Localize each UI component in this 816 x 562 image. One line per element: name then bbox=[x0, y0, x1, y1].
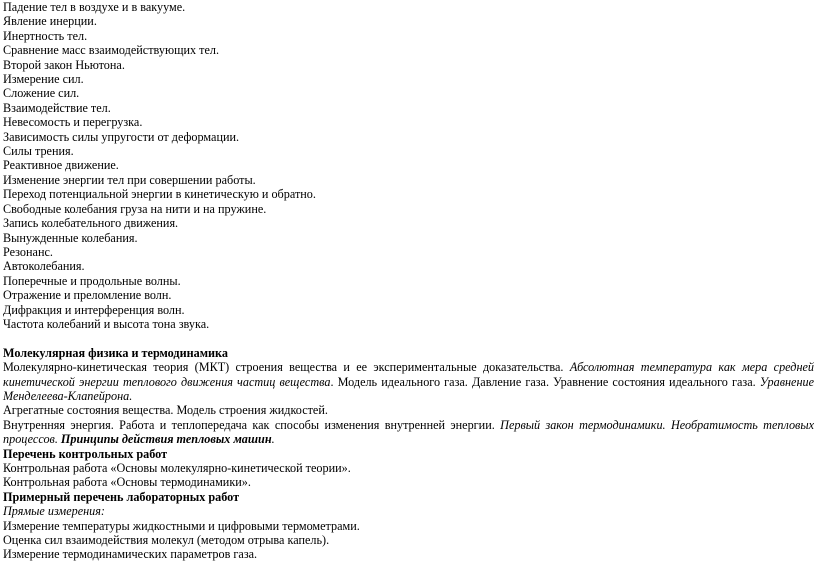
topic-item: Второй закон Ньютона. bbox=[3, 57, 125, 72]
topic-list bbox=[3, 0, 814, 331]
topic-item: Реактивное движение. bbox=[3, 158, 119, 173]
topic-item: Сложение сил. bbox=[3, 86, 80, 101]
temperature-text: Абсолютная температура как мера средней кинетической энергии теплового движения частиц вещества bbox=[3, 360, 814, 389]
lab-work-item: Измерение температуры жидкостными и цифровыми термометрами. bbox=[3, 518, 360, 533]
topic-item: Автоколебания. bbox=[3, 259, 85, 274]
topic-item: Инертность тел. bbox=[3, 28, 88, 43]
topic-item: Дифракция и интерференция волн. bbox=[3, 302, 185, 317]
topic-item: Запись колебательного движения. bbox=[3, 216, 179, 231]
control-work-item: Контрольная работа «Основы молекулярно-кинетической теории». bbox=[3, 460, 351, 475]
topic-item: Падение тел в воздухе и в вакууме. bbox=[3, 0, 186, 14]
control-work-item: Контрольная работа «Основы термодинамики». bbox=[3, 475, 251, 490]
aggregate-states-line: Агрегатные состояния вещества. Модель строения жидкостей. bbox=[3, 403, 328, 418]
topic-item: Отражение и преломление волн. bbox=[3, 288, 172, 303]
topic-item: Взаимодействие тел. bbox=[3, 100, 111, 115]
topic-item: Частота колебаний и высота тона звука. bbox=[3, 316, 210, 331]
topic-item: Поперечные и продольные волны. bbox=[3, 273, 181, 288]
lab-work-item: Оценка сил взаимодействия молекул (методом отрыва капель). bbox=[3, 533, 330, 548]
gas-model-text: . Модель идеального газа. Давление газа. Уравнение состояния идеального газа. bbox=[330, 374, 760, 389]
lab-work-item: Измерение термодинамических параметров газа. bbox=[3, 547, 258, 562]
control-works-heading: Перечень контрольных работ bbox=[3, 446, 168, 461]
topic-item: Силы трения. bbox=[3, 144, 74, 159]
mkt-paragraph bbox=[3, 360, 814, 403]
section-heading: Молекулярная физика и термодинамика bbox=[3, 345, 228, 360]
clapeyron-text: Уравнение Менделеева-Клапейрона. bbox=[3, 374, 814, 403]
internal-energy-text: Внутренняя энергия. Работа и теплопередача как способы изменения внутренней энергии. bbox=[3, 417, 501, 432]
topic-item: Свободные колебания груза на нити и на пружине. bbox=[3, 201, 267, 216]
topic-item: Невесомость и перегрузка. bbox=[3, 115, 143, 130]
topic-item: Явление инерции. bbox=[3, 14, 97, 29]
blank-line bbox=[3, 331, 814, 345]
topic-item: Зависимость силы упругости от деформации. bbox=[3, 129, 240, 144]
topic-item: Переход потенциальной энергии в кинетическую и обратно. bbox=[3, 187, 316, 202]
heat-engines-period: . bbox=[271, 432, 275, 447]
topic-item: Измерение сил. bbox=[3, 72, 84, 87]
lab-works-heading: Примерный перечень лабораторных работ bbox=[3, 489, 240, 504]
topic-item: Изменение энергии тел при совершении работы. bbox=[3, 172, 256, 187]
mkt-text: Молекулярно-кинетическая теория (МКТ) строения вещества и ее экспериментальные доказательства. bbox=[3, 360, 570, 375]
topic-item: Вынужденные колебания. bbox=[3, 230, 138, 245]
topic-item: Сравнение масс взаимодействующих тел. bbox=[3, 43, 219, 58]
first-law-text: Первый закон термодинамики. Необратимость тепловых процессов. bbox=[3, 417, 814, 447]
direct-measurements-subheading: Прямые измерения: bbox=[3, 504, 105, 519]
heat-engines-text: Принципы действия тепловых машин bbox=[57, 432, 272, 447]
internal-energy-paragraph bbox=[3, 418, 814, 447]
topic-item: Резонанс. bbox=[3, 244, 53, 259]
